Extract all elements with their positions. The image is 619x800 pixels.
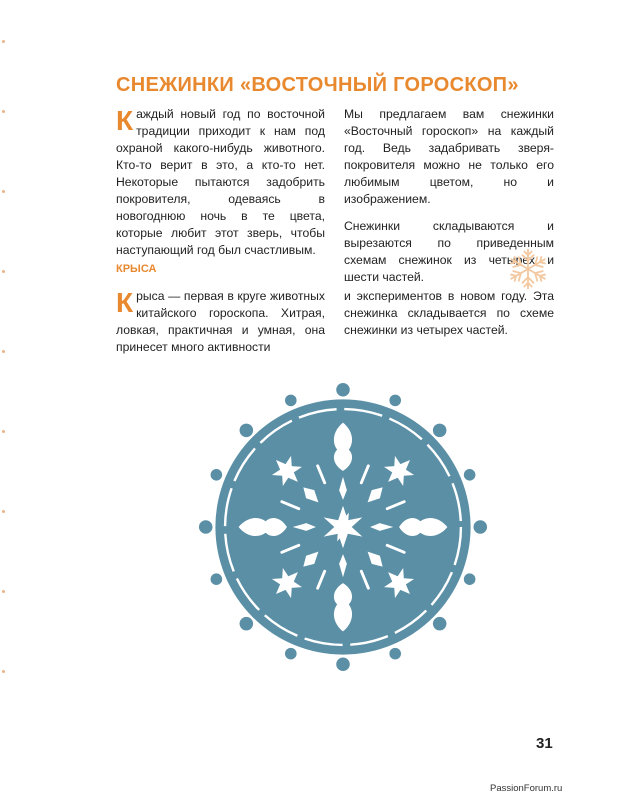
page-spine-decoration (0, 0, 8, 800)
watermark: PassionForum.ru (490, 783, 563, 794)
rat-snowflake-illustration (198, 382, 488, 672)
page-number: 31 (536, 735, 553, 752)
section-left-text: рыса — первая в круге животных китайского гороскопа. Хитрая, ловкая, практичная и умная, она принесет много активности (116, 289, 325, 354)
dropcap: К (116, 287, 134, 318)
section-right-column (344, 288, 554, 349)
section-left-column (116, 288, 325, 366)
intro-right-paragraph-1: Мы предлагаем вам снежинки «Восточный гороскоп» на каждый год. Ведь задабривать зверя-покровителя можно не только его любимым цветом, но и изображением. (344, 107, 554, 206)
section-heading: КРЫСА (116, 263, 157, 275)
intro-left-column (116, 106, 325, 269)
page-title: СНЕЖИНКИ «ВОСТОЧНЫЙ ГОРОСКОП» (116, 74, 519, 96)
small-snowflake-icon (505, 246, 551, 292)
dropcap: К (116, 105, 134, 136)
intro-left-text: аждый новый год по восточной традиции приходит к нам под охраной какого-нибудь животного. Кто-то верит в это, а кто-то нет. Некоторые пытаются задобрить покровителя, одеваясь в новогоднюю ночь в те цвета, которые любит этот зверь, чтобы наступающий год был счастливым. (116, 107, 325, 257)
intro-right-paragraph-2: Снежинки складываются и вырезаются по приведенным схемам снежинок из четырех и шести частей. (344, 219, 554, 284)
section-right-text: и экспериментов в новом году. Эта снежинка складывается по схеме снежинки из четырех частей. (344, 289, 554, 337)
